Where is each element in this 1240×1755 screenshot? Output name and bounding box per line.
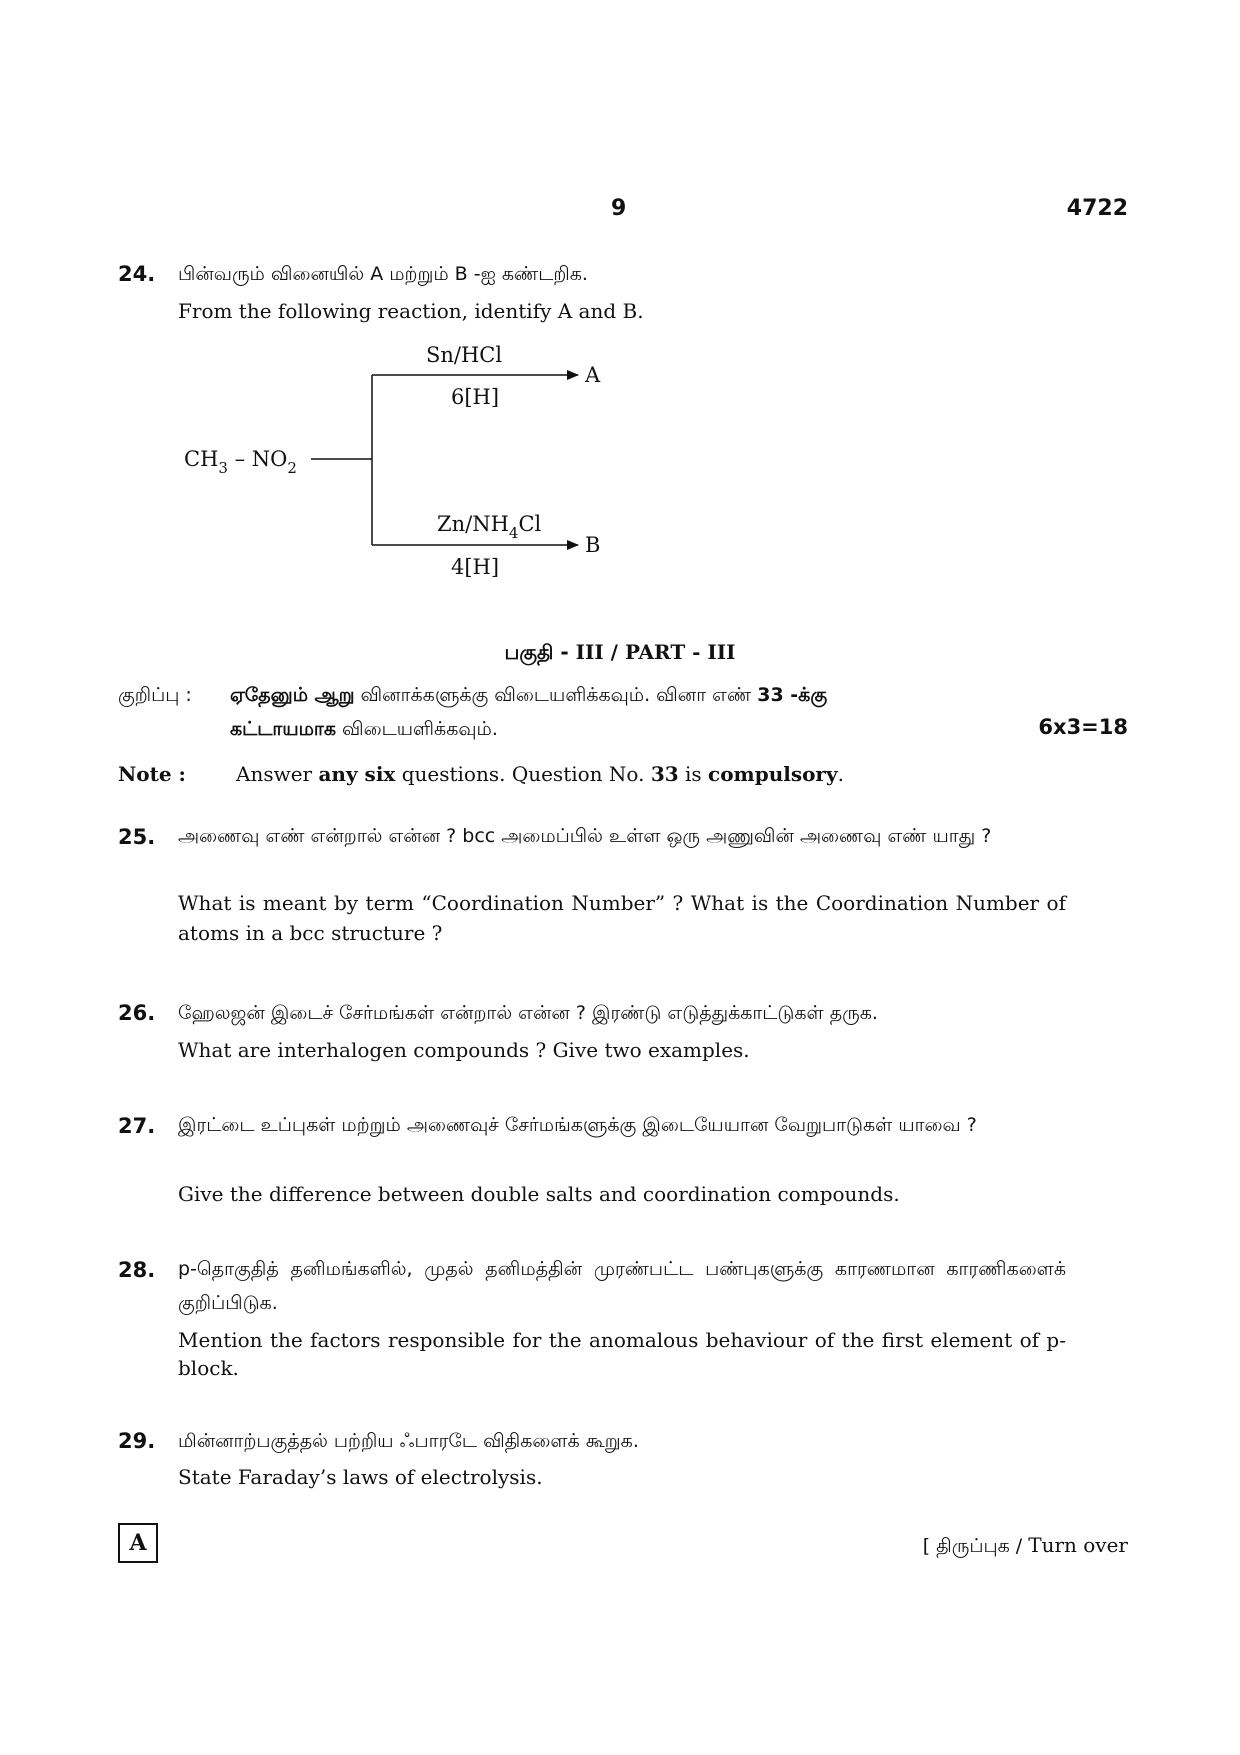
question-number: 24. (118, 262, 156, 286)
question-tamil-text: p-தொகுதித் தனிமங்களில், முதல் தனிமத்தின் முரண்பட்ட பண்புகளுக்கு காரணமான காரணிகளைக் குறிப்பிடுக. (178, 1258, 1066, 1314)
question-english-text: What is meant by term “Coordination Number” ? What is the Coordination Number of atoms in a bcc structure ? (178, 891, 1066, 945)
bottom-condition: 4[H] (451, 555, 500, 579)
product-a: A (585, 363, 601, 387)
question-english-text: Mention the factors responsible for the anomalous behaviour of the first element of p-block. (178, 1328, 1066, 1380)
top-condition: 6[H] (451, 385, 500, 409)
part-heading: பகுதி - III / PART - III (504, 640, 736, 664)
reaction-diagram (0, 0, 1240, 600)
question-english-text: From the following reaction, identify A and B. (178, 299, 644, 323)
bottom-reagent: $Zn/NH_4Cl$ (437, 512, 542, 542)
question-english-text: Give the difference between double salts and coordination compounds. (178, 1182, 900, 1206)
question-number: 28. (118, 1258, 156, 1282)
question-tamil-text: ஹேலஜன் இடைச் சேர்மங்கள் என்றால் என்ன ? இரண்டு எடுத்துக்காட்டுகள் தருக. (178, 1002, 878, 1024)
marks-scheme: 6x3=18 (1038, 715, 1128, 739)
top-reagent: Sn/HCl (426, 343, 503, 367)
reactant-formula: $CH_3 - NO_2$ (184, 447, 297, 477)
question-number: 26. (118, 1001, 156, 1025)
note-english: Note : Answer any six questions. Question No. 33 is compulsory. (118, 762, 844, 786)
note-tamil: குறிப்பு : ஏதேனும் ஆறு வினாக்களுக்கு விடையளிக்கவும். வினா எண் 33 -க்கு கட்டாயமாக விடையளிக்கவும். (118, 684, 828, 740)
question-tamil-text: மின்னாற்பகுத்தல் பற்றிய ஃபாரடே விதிகளைக் கூறுக. (178, 1430, 639, 1452)
product-b: B (585, 533, 601, 557)
question-tamil-text: பின்வரும் வினையில் A மற்றும் B -ஐ கண்டறிக. (178, 263, 588, 285)
question-tamil-text: அணைவு எண் என்றால் என்ன ? bcc அமைப்பில் உள்ள ஒரு அணுவின் அணைவு எண் யாது ? (178, 825, 992, 847)
turn-over-label: [ திருப்புக / Turn over (922, 1533, 1128, 1557)
question-number: 27. (118, 1114, 156, 1138)
question-number: 25. (118, 825, 156, 849)
question-english-text: State Faraday’s laws of electrolysis. (178, 1465, 543, 1489)
series-box: A (118, 1523, 158, 1563)
paper-code: 4722 (1066, 196, 1128, 221)
question-tamil-text: இரட்டை உப்புகள் மற்றும் அணைவுச் சேர்மங்களுக்கு இடையேயான வேறுபாடுகள் யாவை ? (178, 1114, 977, 1136)
question-number: 29. (118, 1429, 156, 1453)
page-number: 9 (611, 196, 627, 221)
question-english-text: What are interhalogen compounds ? Give two examples. (178, 1038, 750, 1062)
